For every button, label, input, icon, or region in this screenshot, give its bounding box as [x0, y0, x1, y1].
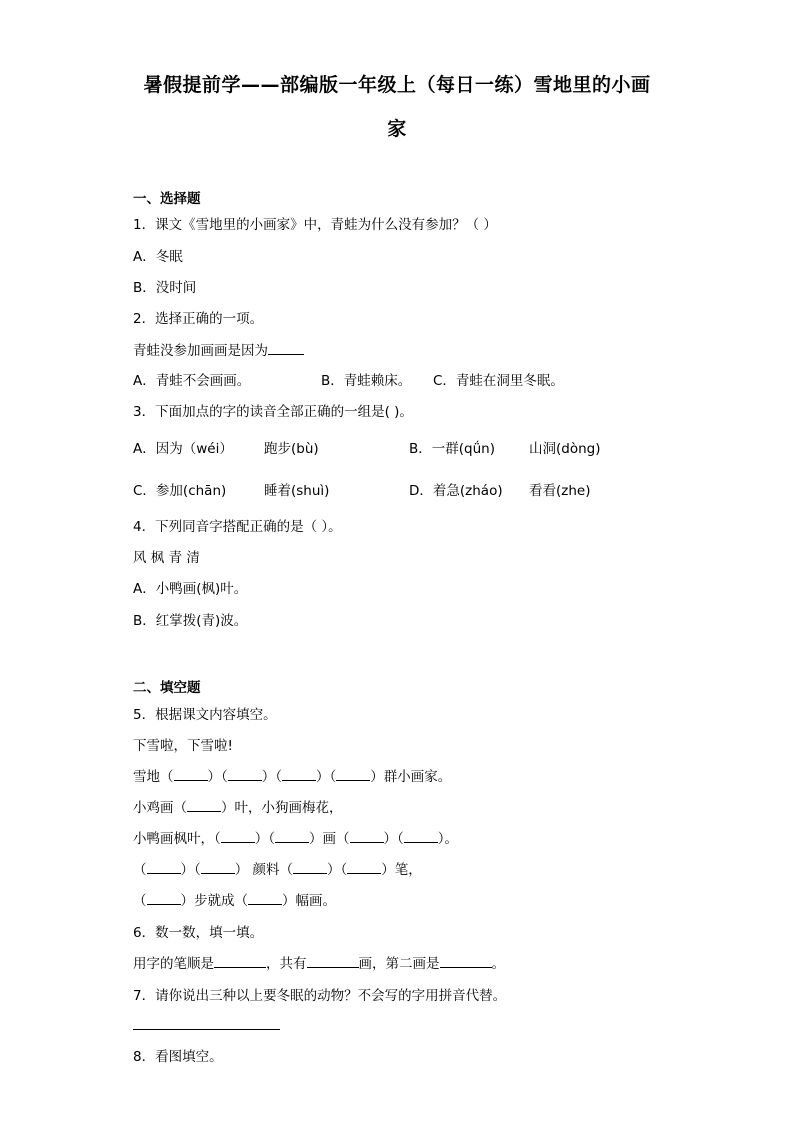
q3-option-a-word1: A．因为（wéi）: [133, 441, 233, 457]
answer-blank: [307, 955, 359, 968]
answer-blank: [293, 861, 327, 874]
answer-blank: [350, 830, 384, 843]
section-heading-choice: 一、选择题: [133, 191, 201, 207]
text: ）。: [437, 831, 458, 847]
answer-blank: [275, 830, 309, 843]
q3-option-c-word2: 睡着(shuì): [264, 483, 330, 499]
q5-line6: [133, 889, 336, 909]
q3-option-b-word1: B．一群(qǘn): [409, 441, 495, 457]
q4-stem: 4．下列同音字搭配正确的是（ ）。: [133, 519, 342, 535]
q1-option-b: B．没时间: [133, 280, 197, 296]
q3-option-d-word2: 看看(zhe): [529, 483, 591, 499]
text: ）（: [207, 769, 228, 785]
q5-stem: 5．根据课文内容填空。: [133, 707, 277, 723]
q4-option-b: B．红掌拨(青)波。: [133, 613, 248, 629]
q5-line4: [133, 827, 458, 847]
q7-answer-line: [133, 1029, 280, 1030]
answer-blank: [147, 861, 181, 874]
q5-line5: [133, 858, 422, 878]
q2-stem: 2．选择正确的一项。: [133, 311, 264, 327]
q2-sub-text: 青蛙没参加画画是因为: [133, 343, 268, 359]
q8-stem: 8．看图填空。: [133, 1049, 223, 1065]
q3-stem: 3．下面加点的字的读音全部正确的一组是( )。: [133, 404, 413, 420]
text: ，共有: [266, 956, 307, 972]
answer-blank: [440, 955, 492, 968]
q6-stem: 6．数一数，填一填。: [133, 925, 264, 941]
answer-blank: [347, 861, 381, 874]
text: ） 颜料（: [234, 862, 294, 878]
answer-blank: [187, 799, 221, 812]
q5-line1: 下雪啦，下雪啦!: [133, 738, 233, 754]
text: ）笔，: [381, 862, 422, 878]
q2-option-c: C．青蛙在洞里冬眠。: [433, 373, 564, 389]
text: ）（: [327, 862, 348, 878]
text: 画，第二画是: [358, 956, 440, 972]
q2-option-b: B．青蛙赖床。: [321, 373, 412, 389]
text: 用字的笔顺是: [133, 956, 214, 972]
text: 雪地（: [133, 769, 174, 785]
answer-blank: [336, 768, 370, 781]
q4-option-a: A．小鸭画(枫)叶。: [133, 581, 248, 597]
q7-stem: 7．请你说出三种以上要冬眠的动物？不会写的字用拼音代替。: [133, 988, 507, 1004]
text: （: [133, 862, 147, 878]
text: 。: [491, 956, 505, 972]
q1-stem: 1．课文《雪地里的小画家》中，青蛙为什么没有参加？（ ）: [133, 217, 497, 233]
q3-option-d-word1: D．着急(zháo): [409, 483, 503, 499]
text: ）群小画家。: [370, 769, 452, 785]
text: 小鸡画（: [133, 800, 187, 816]
text: （: [133, 893, 147, 909]
text: ）步就成（: [180, 893, 248, 909]
answer-blank: [147, 892, 181, 905]
text: ）（: [261, 769, 282, 785]
text: 小鸭画枫叶，（: [133, 831, 221, 847]
text: ）（: [316, 769, 337, 785]
text: ）叶，小狗画梅花，: [221, 800, 343, 816]
page-title-line1: 暑假提前学——部编版一年级上（每日一练）雪地里的小画: [143, 74, 651, 96]
answer-blank: [174, 768, 208, 781]
text: ）（: [180, 862, 201, 878]
answer-blank: [404, 830, 438, 843]
answer-blank: [228, 768, 262, 781]
q5-line2: [133, 765, 451, 785]
q1-option-a: A．冬眠: [133, 249, 183, 265]
q6-line: [133, 952, 505, 972]
q3-option-b-word2: 山洞(dòng): [529, 441, 601, 457]
answer-blank: [268, 342, 304, 355]
answer-blank: [282, 768, 316, 781]
q2-sub: [133, 339, 304, 359]
text: ）画（: [309, 831, 350, 847]
text: ）幅画。: [282, 893, 336, 909]
answer-blank: [201, 861, 235, 874]
section-heading-fill: 二、填空题: [133, 680, 201, 696]
q4-characters: 风 枫 青 清: [133, 550, 200, 566]
text: ）（: [254, 831, 275, 847]
q3-option-c-word1: C．参加(chān): [133, 483, 227, 499]
answer-blank: [248, 892, 282, 905]
q3-option-a-word2: 跑步(bù): [264, 441, 319, 457]
q2-option-a: A．青蛙不会画画。: [133, 373, 251, 389]
page-title-line2: 家: [387, 118, 407, 140]
q5-line3: [133, 796, 343, 816]
answer-blank: [214, 955, 266, 968]
answer-blank: [221, 830, 255, 843]
text: ）（: [383, 831, 404, 847]
